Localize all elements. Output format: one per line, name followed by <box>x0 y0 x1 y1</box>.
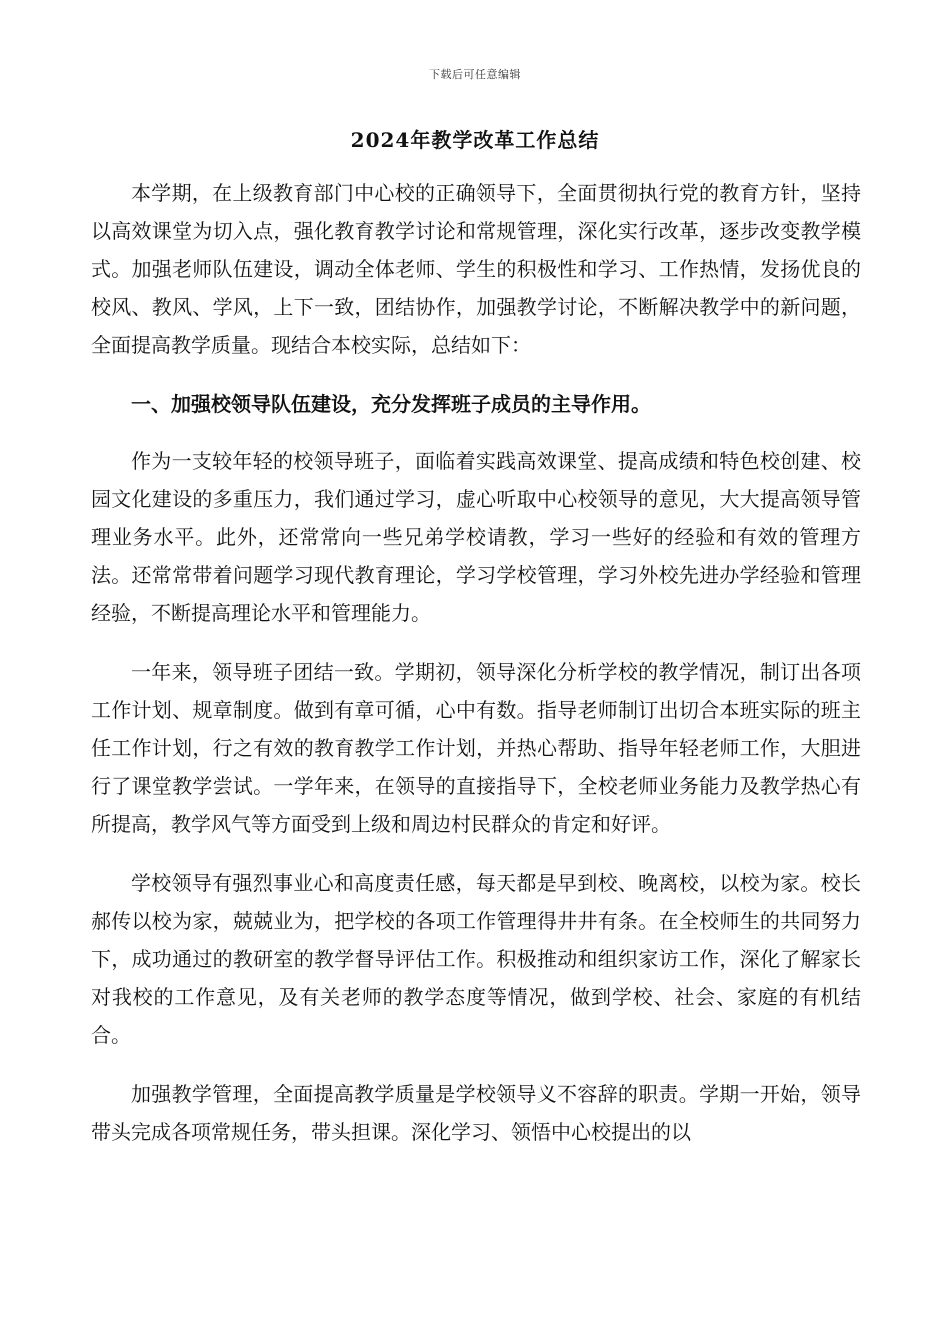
page-header-note: 下载后可任意编辑 <box>429 68 521 81</box>
paragraph-intro: 本学期，在上级教育部门中心校的正确领导下，全面贯彻执行党的教育方针，坚持以高效课堂为切入点，强化教育教学讨论和常规管理，深化实行改革，逐步改变教学模式。加强老师队伍建设，调动全体老师、学生的积极性和学习、工作热情，发扬优良的校风、教风、学风，上下一致，团结协作，加强教学讨论，不断解决教学中的新问题，全面提高教学质量。现结合本校实际，总结如下： <box>91 181 861 357</box>
paragraph-teaching-management: 加强教学管理，全面提高教学质量是学校领导义不容辞的职责。学期一开始，领导带头完成各项常规任务，带头担课。深化学习、领悟中心校提出的以 <box>91 1082 861 1144</box>
document-title: 2024年教学改革工作总结 <box>350 128 600 152</box>
document-body <box>91 174 861 1172</box>
paragraph-leadership-learning: 作为一支较年轻的校领导班子，面临着实践高效课堂、提高成绩和特色校创建、校园文化建设的多重压力，我们通过学习，虚心听取中心校领导的意见，大大提高领导管理业务水平。此外，还常常向一些兄弟学校请教，学习一些好的经验和有效的管理方法。还常常带着问题学习现代教育理论，学习学校管理，学习外校先进办学经验和管理经验，不断提高理论水平和管理能力。 <box>91 449 861 625</box>
section-heading-1: 一、加强校领导队伍建设，充分发挥班子成员的主导作用。 <box>131 392 651 416</box>
paragraph-leadership-dedication: 学校领导有强烈事业心和高度责任感，每天都是早到校、晚离校，以校为家。校长郝传以校为家，兢兢业为，把学校的各项工作管理得井井有条。在全校师生的共同努力下，成功通过的教研室的教学督导评估工作。积极推动和组织家访工作，深化了解家长对我校的工作意见，及有关老师的教学态度等情况，做到学校、社会、家庭的有机结合。 <box>91 871 861 1047</box>
paragraph-leadership-unity: 一年来，领导班子团结一致。学期初，领导深化分析学校的教学情况，制订出各项工作计划、规章制度。做到有章可循，心中有数。指导老师制订出切合本班实际的班主任工作计划，行之有效的教育教学工作计划，并热心帮助、指导年轻老师工作，大胆进行了课堂教学尝试。一学年来，在领导的直接指导下，全校老师业务能力及教学热心有所提高，教学风气等方面受到上级和周边村民群众的肯定和好评。 <box>91 660 861 836</box>
